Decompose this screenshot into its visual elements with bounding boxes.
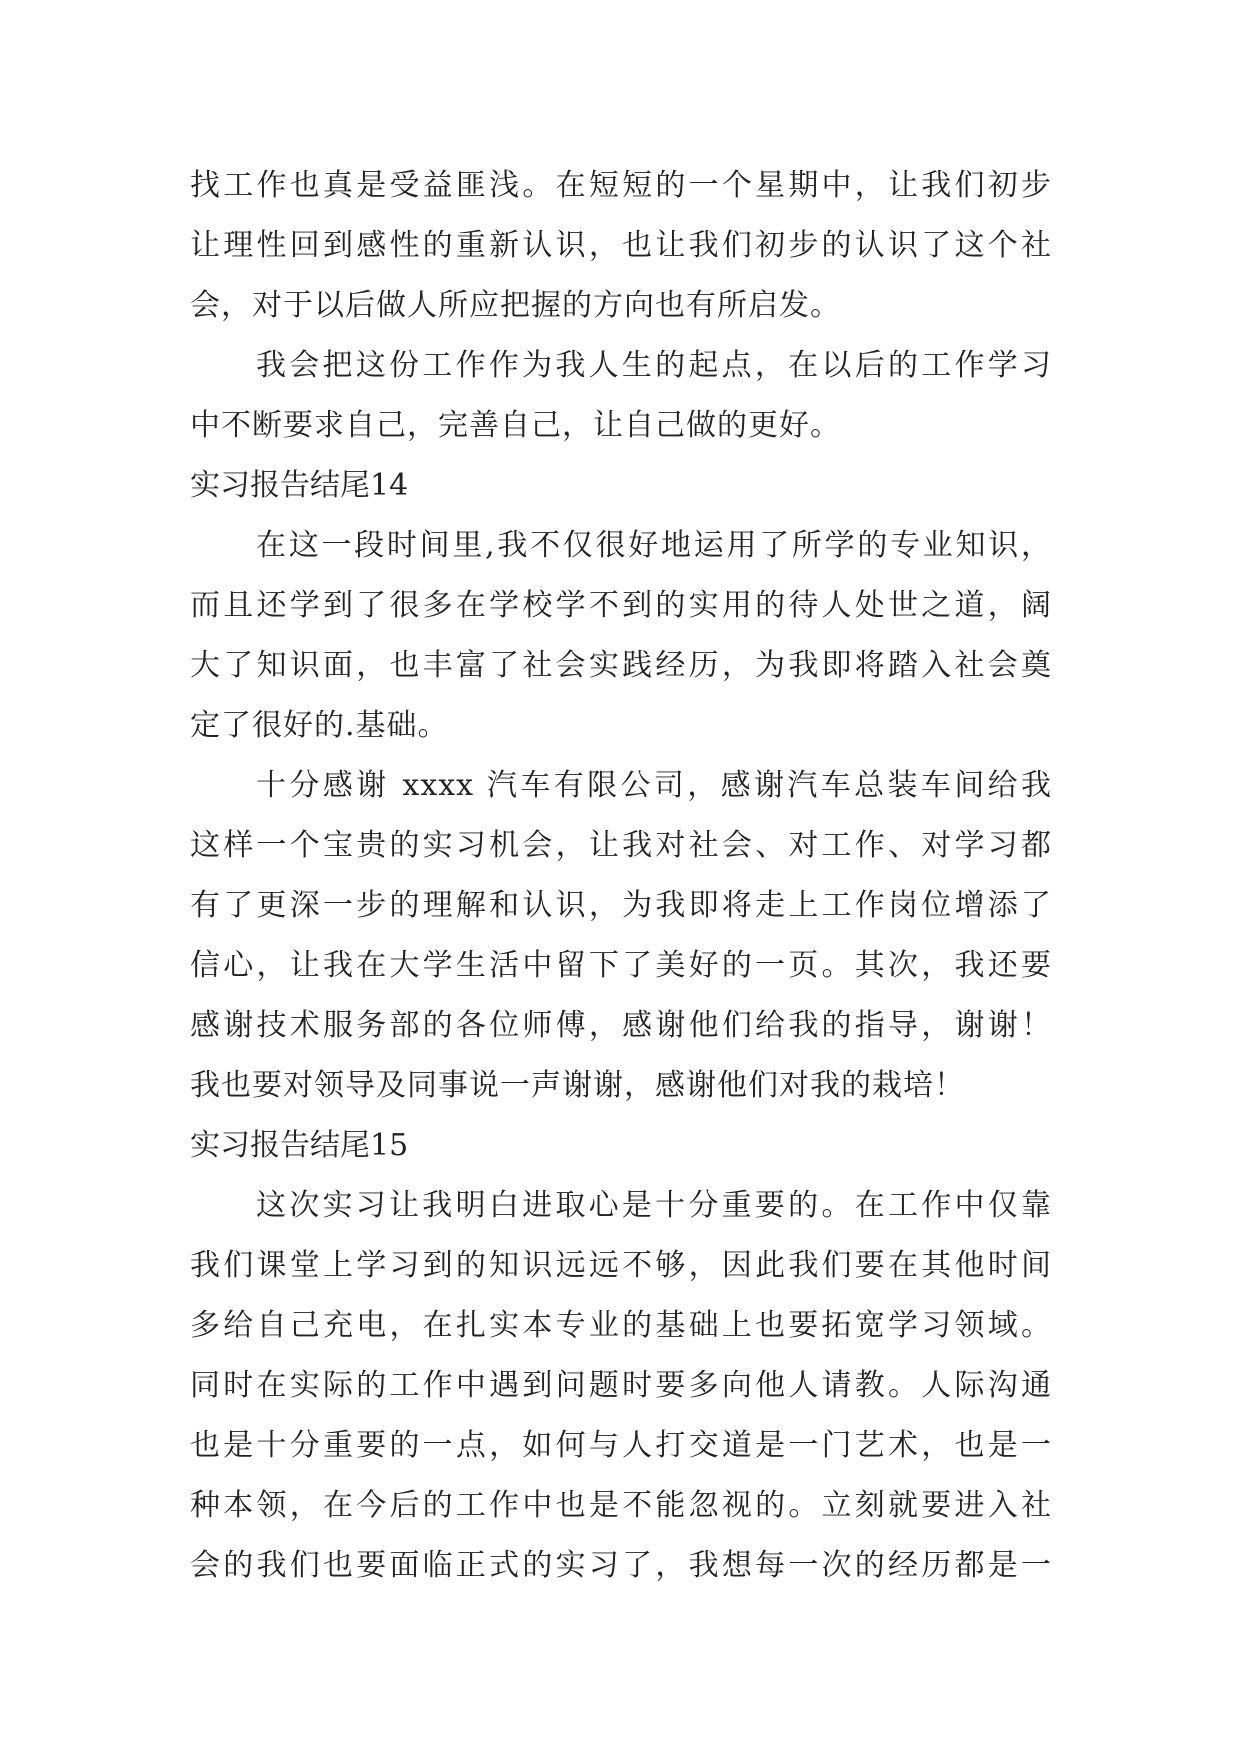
paragraph-line: 这次实习让我明白进取心是十分重要的。在工作中仅靠 bbox=[256, 1188, 1052, 1223]
paragraph-line: 会的我们也要面临正式的实习了，我想每一次的经历都是一 bbox=[190, 1548, 1052, 1583]
paragraph-line: 定了很好的.基础。 bbox=[190, 708, 449, 743]
paragraph-line: 我也要对领导及同事说一声谢谢，感谢他们对我的栽培！ bbox=[190, 1068, 965, 1103]
paragraph-line: 十分感谢 xxxx 汽车有限公司，感谢汽车总装车间给我 bbox=[256, 768, 1052, 803]
paragraph-line: 多给自己充电，在扎实本专业的基础上也要拓宽学习领域。 bbox=[190, 1308, 1052, 1343]
paragraph-line: 这样一个宝贵的实习机会，让我对社会、对工作、对学习都 bbox=[190, 828, 1052, 863]
paragraph-line: 大了知识面，也丰富了社会实践经历，为我即将踏入社会奠 bbox=[190, 648, 1052, 683]
paragraph-line: 也是十分重要的一点，如何与人打交道是一门艺术，也是一 bbox=[190, 1428, 1052, 1463]
paragraph-line: 我会把这份工作作为我人生的起点，在以后的工作学习 bbox=[256, 348, 1052, 383]
paragraph-line: 会，对于以后做人所应把握的方向也有所启发。 bbox=[190, 288, 841, 323]
paragraph-line: 种本领，在今后的工作中也是不能忽视的。立刻就要进入社 bbox=[190, 1488, 1052, 1523]
paragraph-line: 而且还学到了很多在学校学不到的实用的待人处世之道，阔 bbox=[190, 588, 1052, 623]
section-heading: 实习报告结尾14 bbox=[190, 468, 409, 503]
section-heading: 实习报告结尾15 bbox=[190, 1128, 409, 1163]
paragraph-line: 中不断要求自己，完善自己，让自己做的更好。 bbox=[190, 408, 841, 443]
paragraph-line: 找工作也真是受益匪浅。在短短的一个星期中，让我们初步 bbox=[190, 168, 1052, 203]
paragraph-line: 我们课堂上学习到的知识远远不够，因此我们要在其他时间 bbox=[190, 1248, 1052, 1283]
paragraph-line: 感谢技术服务部的各位师傅，感谢他们给我的指导，谢谢！ bbox=[190, 1008, 1052, 1043]
paragraph-line: 让理性回到感性的重新认识，也让我们初步的认识了这个社 bbox=[190, 228, 1052, 263]
paragraph-line: 同时在实际的工作中遇到问题时要多向他人请教。人际沟通 bbox=[190, 1368, 1052, 1403]
paragraph-line: 在这一段时间里,我不仅很好地运用了所学的专业知识， bbox=[256, 528, 1052, 563]
paragraph-line: 有了更深一步的理解和认识，为我即将走上工作岗位增添了 bbox=[190, 888, 1052, 923]
paragraph-line: 信心，让我在大学生活中留下了美好的一页。其次，我还要 bbox=[190, 948, 1052, 983]
